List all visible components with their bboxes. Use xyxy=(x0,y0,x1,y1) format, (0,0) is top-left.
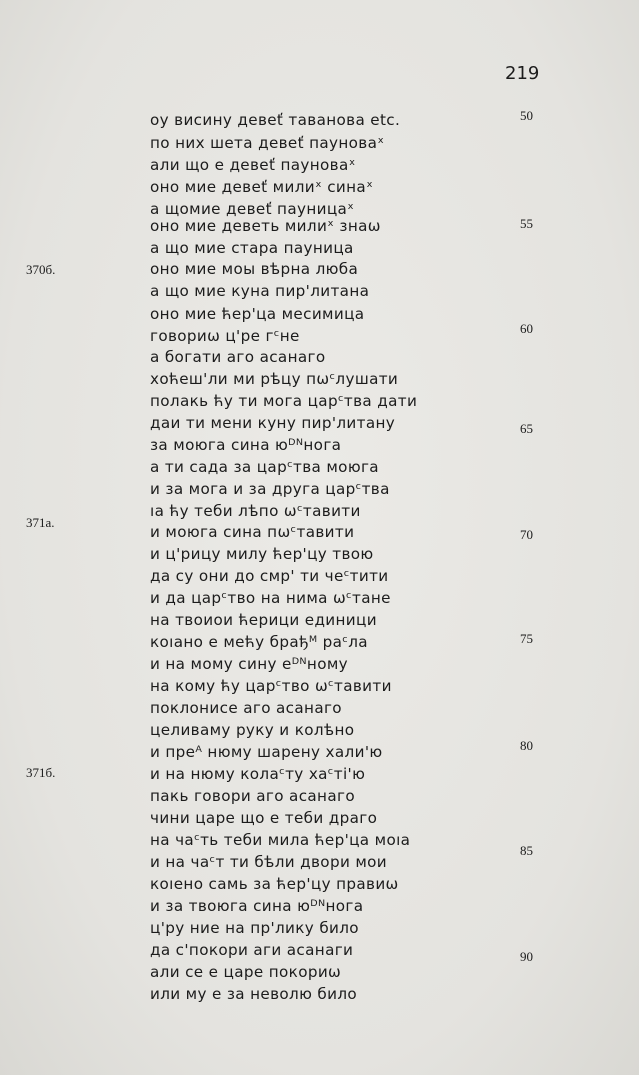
line-number: 85 xyxy=(520,843,533,858)
poem-line: а щомие девеť пауницаˣ xyxy=(150,200,355,218)
poem-line: и за мога и за друга царᶜтва xyxy=(150,480,390,498)
poem-line: а ти сада за царᶜтва моюга xyxy=(150,458,379,476)
poem-line: и ц'рицу милу ћер'цу твою xyxy=(150,545,374,563)
poem-line: целиваму руку и колѣно xyxy=(150,721,355,739)
poem-line: а що мие стара пауница xyxy=(150,239,354,257)
line-number: 75 xyxy=(520,631,533,646)
line-number: 50 xyxy=(520,108,533,123)
poem-line: али що е девеť пауноваˣ xyxy=(150,156,356,174)
poem-line: на чаᶜть теби мила ћер'ца моıа xyxy=(150,831,411,849)
poem-line: чини царе що е теби драго xyxy=(150,809,378,827)
poem-line: оно мие ћер'ца месимица xyxy=(150,305,365,323)
poem-line: или му е за неволю било xyxy=(150,985,358,1003)
poem-line: и да царᶜтво на нима ѡᶜтане xyxy=(150,589,391,607)
poem-line: на кому ћу царᶜтво ѡᶜтавити xyxy=(150,677,392,695)
poem-line: полакь ћу ти мога царᶜтва дати xyxy=(150,392,418,410)
poem-line: а богати аго асанаго xyxy=(150,348,326,366)
poem-line: хоћеш'ли ми рѣцу пѡᶜлушати xyxy=(150,370,399,388)
poem-line: ıa ћу теби лѣпо ѡᶜтавити xyxy=(150,502,361,520)
line-number: 80 xyxy=(520,738,533,753)
line-number: 65 xyxy=(520,421,533,436)
poem-line: оно мие девеť милиˣ синаˣ xyxy=(150,178,374,196)
line-number: 60 xyxy=(520,321,533,336)
line-number: 70 xyxy=(520,527,533,542)
poem-line: и за твоюга сина юᴰᴺнога xyxy=(150,897,364,915)
poem-line: говориѡ ц'ре гᶜне xyxy=(150,327,300,345)
poem-line: да су они до смр' ти чеᶜтити xyxy=(150,567,389,585)
poem-line: оно мие деветь милиˣ знаѡ xyxy=(150,217,381,235)
poem-line: и на мому сину еᴰᴺному xyxy=(150,655,348,673)
poem-line: и на чаᶜт ти бѣли двори мои xyxy=(150,853,388,871)
poem-line: и моюга сина пѡᶜтавити xyxy=(150,523,355,541)
poem-line: поклонисе аго асанаго xyxy=(150,699,342,717)
poem-line: коıано е мећу брађᴹ раᶜла xyxy=(150,633,368,651)
poem-line: ц'ру ние на пр'лику било xyxy=(150,919,359,937)
poem-line: по них шета девеť пауноваˣ xyxy=(150,134,385,152)
poem-line: даи ти мени куну пир'литану xyxy=(150,414,396,432)
poem-line: пакь говори аго асанаго xyxy=(150,787,355,805)
line-number: 55 xyxy=(520,216,533,231)
poem-line: коıено самь за ћер'цу правиѡ xyxy=(150,875,399,893)
margin-ref: 371а. xyxy=(26,515,55,530)
page-number: 219 xyxy=(505,63,540,84)
margin-ref: 370б. xyxy=(26,262,56,277)
poem-line: а що мие куна пир'литана xyxy=(150,282,370,300)
line-number: 90 xyxy=(520,949,533,964)
poem-line: и на нюму колаᶜту хаᶜті'ю xyxy=(150,765,366,783)
poem-line: да с'покори аги асанаги xyxy=(150,941,354,959)
poem-line: оно мие моы вѣрна люба xyxy=(150,260,359,278)
poem-line: али се е царе покориѡ xyxy=(150,963,342,981)
poem-line: и преᴬ нюму шарену хали'ю xyxy=(150,743,383,761)
poem-line: оу висину девеť таванова etc. xyxy=(150,111,401,129)
poem-line: за моюга сина юᴰᴺнога xyxy=(150,436,342,454)
margin-ref: 371б. xyxy=(26,765,56,780)
poem-line: на твоиои ћерици единици xyxy=(150,611,377,629)
